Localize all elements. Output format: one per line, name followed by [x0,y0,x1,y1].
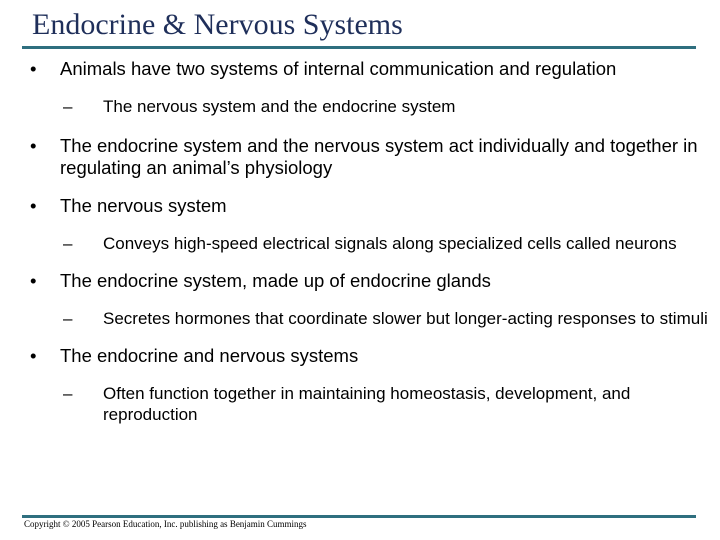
bullet-text: The nervous system [60,195,227,216]
bullet-text: The endocrine system, made up of endocrine glands [60,270,491,291]
bullet-marker: • [30,270,37,291]
bullet-marker: • [30,135,37,156]
bullet-3 [30,195,710,217]
bullet-5 [30,345,710,367]
sub-bullet-4-1 [30,308,710,329]
copyright-footer: Copyright © 2005 Pearson Education, Inc. publishing as Benjamin Cummings [24,519,307,529]
title-rule [22,46,696,49]
bullet-text: Animals have two systems of internal communication and regulation [60,58,617,79]
sub-bullet-text: The nervous system and the endocrine system [103,97,456,116]
slide-content [30,58,710,425]
bullet-marker: • [30,58,37,79]
sub-bullet-marker: – [63,384,73,403]
footer-rule [22,515,696,518]
bullet-text: The endocrine system and the nervous system act individually and together in regulating an animal’s physiology [60,135,698,178]
sub-bullet-text: Often function together in maintaining homeostasis, development, and reproduction [103,384,631,424]
bullet-marker: • [30,345,37,366]
bullet-1 [30,58,710,80]
slide-title: Endocrine & Nervous Systems [32,8,403,41]
bullet-marker: • [30,195,37,216]
sub-bullet-text: Conveys high-speed electrical signals along specialized cells called neurons [103,234,677,253]
sub-bullet-5-1 [30,383,710,425]
sub-bullet-text: Secretes hormones that coordinate slower but longer-acting responses to stimuli [103,309,708,328]
sub-bullet-1-1 [30,96,710,117]
sub-bullet-marker: – [63,309,73,328]
sub-bullet-marker: – [63,234,73,253]
bullet-text: The endocrine and nervous systems [60,345,359,366]
bullet-2 [30,135,710,179]
bullet-4 [30,270,710,292]
sub-bullet-marker: – [63,97,73,116]
sub-bullet-3-1 [30,233,710,254]
